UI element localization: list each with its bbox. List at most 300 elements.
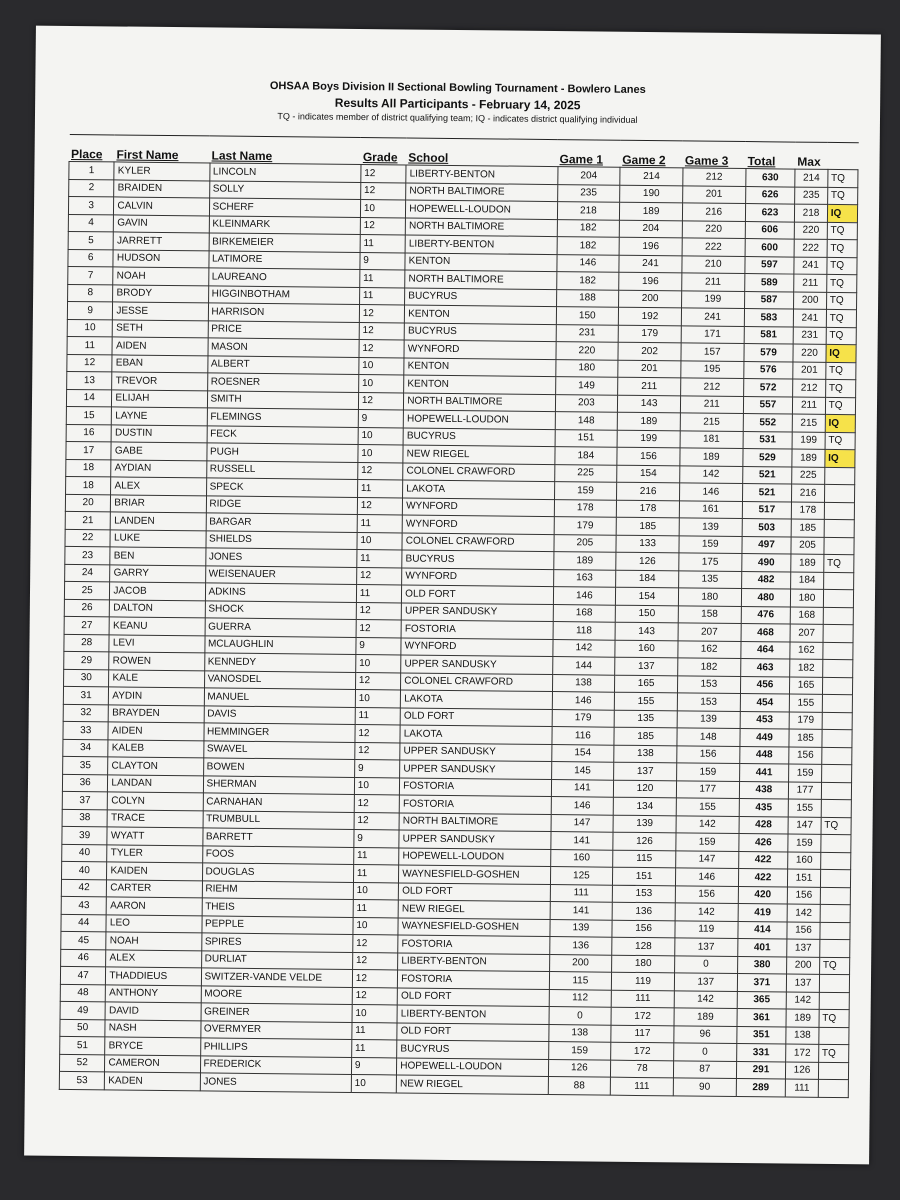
cell-school: COLONEL CRAWFORD: [401, 672, 552, 691]
cell-school: KENTON: [404, 375, 555, 394]
cell-first-name: GARRY: [110, 564, 205, 582]
cell-total: 517: [742, 501, 792, 519]
cell-game-3: 142: [680, 465, 743, 483]
cell-qualifier: IQ: [825, 414, 855, 432]
cell-max: 199: [792, 432, 825, 450]
cell-max: 156: [788, 887, 821, 905]
cell-total: 441: [739, 764, 789, 782]
cell-max: 142: [786, 992, 819, 1010]
cell-max: 222: [794, 239, 827, 257]
cell-first-name: LUKE: [110, 529, 205, 547]
cell-school: NORTH BALTIMORE: [405, 270, 556, 289]
cell-total: 589: [744, 274, 794, 292]
cell-total: 365: [737, 991, 787, 1009]
cell-game-3: 241: [681, 308, 744, 326]
cell-qualifier: TQ: [818, 1044, 848, 1062]
cell-total: 600: [745, 239, 795, 257]
cell-place: 4: [68, 214, 114, 232]
cell-total: 331: [736, 1043, 786, 1061]
cell-game-2: 153: [612, 885, 675, 903]
cell-game-1: 182: [557, 237, 620, 255]
cell-place: 26: [64, 599, 110, 617]
cell-last-name: WEISENAUER: [205, 565, 356, 584]
cell-school: FOSTORIA: [400, 777, 551, 796]
cell-game-1: 203: [555, 394, 618, 412]
cell-game-2: 179: [618, 325, 681, 343]
cell-grade: 10: [357, 532, 403, 550]
cell-total: 426: [738, 834, 788, 852]
cell-school: BUCYRUS: [405, 287, 556, 306]
cell-first-name: DUSTIN: [111, 424, 206, 442]
cell-first-name: BEN: [110, 547, 205, 565]
cell-first-name: NOAH: [113, 267, 208, 285]
cell-first-name: WYATT: [107, 827, 202, 845]
cell-game-2: 126: [616, 552, 679, 570]
cell-game-1: 205: [553, 534, 616, 552]
cell-last-name: BARGAR: [206, 513, 357, 532]
cell-total: 428: [739, 816, 789, 834]
cell-max: 218: [795, 204, 828, 222]
cell-max: 225: [792, 467, 825, 485]
cell-place: 36: [62, 774, 108, 792]
cell-game-2: 143: [618, 395, 681, 413]
cell-game-2: 185: [616, 517, 679, 535]
cell-max: 189: [786, 1009, 819, 1027]
cell-qualifier: TQ: [821, 817, 851, 835]
cell-place: 3: [68, 196, 114, 214]
cell-grade: 10: [353, 882, 399, 900]
cell-last-name: ADKINS: [205, 583, 356, 602]
cell-first-name: BRODY: [113, 284, 208, 302]
cell-school: UPPER SANDUSKY: [401, 655, 552, 674]
cell-game-2: 126: [613, 832, 676, 850]
cell-game-2: 111: [611, 990, 674, 1008]
cell-game-2: 117: [611, 1025, 674, 1043]
col-header-game-3: Game 3: [683, 141, 746, 169]
cell-school: BUCYRUS: [397, 1040, 548, 1059]
cell-game-1: 144: [552, 657, 615, 675]
cell-first-name: NASH: [105, 1019, 200, 1037]
cell-first-name: ANTHONY: [106, 984, 201, 1002]
cell-place: 39: [62, 826, 108, 844]
cell-qualifier: [822, 729, 852, 747]
cell-place: 14: [66, 389, 112, 407]
cell-game-3: 96: [674, 1025, 737, 1043]
cell-last-name: DURLIAT: [201, 950, 352, 969]
cell-game-2: 139: [613, 815, 676, 833]
cell-last-name: HIGGINBOTHAM: [208, 285, 359, 304]
cell-game-2: 189: [620, 202, 683, 220]
cell-first-name: KALEB: [108, 739, 203, 757]
cell-place: 49: [60, 1001, 106, 1019]
cell-game-2: 115: [613, 850, 676, 868]
cell-max: 159: [789, 764, 822, 782]
cell-game-3: 216: [682, 203, 745, 221]
cell-grade: 11: [360, 270, 406, 288]
cell-game-2: 137: [615, 657, 678, 675]
cell-max: 207: [790, 624, 823, 642]
cell-last-name: RIDGE: [206, 495, 357, 514]
cell-first-name: AYDIN: [109, 687, 204, 705]
cell-qualifier: TQ: [825, 432, 855, 450]
cell-max: 220: [795, 222, 828, 240]
cell-first-name: BRIAR: [111, 494, 206, 512]
cell-place: 21: [65, 511, 111, 529]
cell-first-name: LEVI: [109, 634, 204, 652]
cell-max: 235: [795, 187, 828, 205]
cell-last-name: SWAVEL: [203, 740, 354, 759]
cell-game-3: 139: [677, 710, 740, 728]
cell-school: WAYNESFIELD-GOSHEN: [399, 865, 550, 884]
cell-grade: 12: [359, 340, 405, 358]
cell-game-1: 168: [553, 604, 616, 622]
cell-total: 576: [743, 361, 793, 379]
cell-school: NORTH BALTIMORE: [405, 217, 556, 236]
cell-game-1: 0: [549, 1007, 612, 1025]
cell-game-2: 119: [612, 972, 675, 990]
cell-total: 531: [743, 431, 793, 449]
cell-total: 463: [740, 659, 790, 677]
cell-max: 182: [790, 659, 823, 677]
cell-place: 6: [68, 249, 114, 267]
cell-total: 623: [745, 204, 795, 222]
cell-grade: 9: [354, 759, 400, 777]
cell-qualifier: TQ: [827, 222, 857, 240]
cell-qualifier: TQ: [827, 239, 857, 257]
cell-school: COLONEL CRAWFORD: [403, 462, 554, 481]
cell-first-name: KAIDEN: [107, 862, 202, 880]
cell-game-3: 211: [680, 395, 743, 413]
cell-grade: 9: [356, 637, 402, 655]
cell-game-3: 0: [674, 955, 737, 973]
cell-game-2: 128: [612, 937, 675, 955]
cell-last-name: BOWEN: [203, 758, 354, 777]
cell-grade: 12: [352, 952, 398, 970]
cell-game-3: 177: [676, 780, 739, 798]
cell-school: NORTH BALTIMORE: [404, 392, 555, 411]
cell-school: WYNFORD: [402, 567, 553, 586]
cell-game-1: 88: [548, 1077, 611, 1095]
cell-total: 583: [744, 309, 794, 327]
cell-last-name: GUERRA: [205, 618, 356, 637]
cell-game-1: 118: [553, 622, 616, 640]
cell-game-3: 159: [676, 763, 739, 781]
cell-total: 476: [741, 606, 791, 624]
cell-school: LAKOTA: [400, 725, 551, 744]
cell-game-1: 112: [549, 989, 612, 1007]
cell-game-1: 141: [550, 902, 613, 920]
cell-school: LIBERTY-BENTON: [406, 165, 557, 184]
cell-grade: 10: [354, 777, 400, 795]
cell-total: 464: [740, 641, 790, 659]
cell-place: 35: [63, 756, 109, 774]
cell-place: 42: [61, 879, 107, 897]
cell-last-name: JONES: [205, 548, 356, 567]
cell-grade: 11: [355, 707, 401, 725]
cell-game-3: 158: [678, 605, 741, 623]
cell-game-3: 146: [675, 868, 738, 886]
cell-school: WYNFORD: [403, 497, 554, 516]
cell-place: 13: [67, 371, 113, 389]
cell-game-1: 146: [553, 587, 616, 605]
cell-place: 30: [64, 669, 110, 687]
cell-max: 205: [791, 537, 824, 555]
cell-last-name: PHILLIPS: [200, 1038, 351, 1057]
cell-school: HOPEWELL-LOUDON: [406, 200, 557, 219]
cell-grade: 12: [359, 305, 405, 323]
cell-last-name: FOOS: [202, 845, 353, 864]
cell-game-1: 179: [552, 709, 615, 727]
cell-last-name: BIRKEMEIER: [209, 233, 360, 252]
cell-place: 34: [63, 739, 109, 757]
cell-max: 184: [791, 572, 824, 590]
cell-grade: 9: [360, 252, 406, 270]
cell-game-2: 155: [615, 692, 678, 710]
cell-game-3: 142: [674, 990, 737, 1008]
cell-game-1: 179: [554, 517, 617, 535]
cell-game-2: 151: [613, 867, 676, 885]
cell-place: 47: [60, 966, 106, 984]
cell-grade: 12: [360, 182, 406, 200]
cell-game-1: 163: [553, 569, 616, 587]
cell-game-1: 147: [551, 814, 614, 832]
cell-school: NEW RIEGEL: [403, 445, 554, 464]
cell-first-name: LANDAN: [108, 774, 203, 792]
cell-max: 178: [792, 502, 825, 520]
cell-game-2: 135: [614, 710, 677, 728]
cell-total: 371: [737, 974, 787, 992]
cell-game-2: 78: [611, 1060, 674, 1078]
cell-game-3: 142: [676, 815, 739, 833]
cell-total: 557: [743, 396, 793, 414]
cell-last-name: FLEMINGS: [207, 408, 358, 427]
cell-total: 572: [743, 379, 793, 397]
cell-total: 351: [736, 1026, 786, 1044]
cell-qualifier: IQ: [827, 204, 857, 222]
cell-game-3: 159: [679, 535, 742, 553]
cell-game-2: 180: [612, 955, 675, 973]
cell-school: NORTH BALTIMORE: [399, 812, 550, 831]
cell-grade: 11: [352, 1022, 398, 1040]
cell-grade: 12: [359, 322, 405, 340]
cell-last-name: MCLAUGHLIN: [204, 635, 355, 654]
cell-max: 156: [787, 922, 820, 940]
cell-game-2: 111: [610, 1077, 673, 1095]
cell-first-name: CALVIN: [114, 197, 209, 215]
cell-game-2: 160: [615, 640, 678, 658]
cell-total: 422: [738, 851, 788, 869]
col-header-game-1: Game 1: [558, 140, 621, 168]
cell-max: 211: [794, 274, 827, 292]
cell-first-name: ALEX: [111, 477, 206, 495]
cell-last-name: PEPPLE: [201, 915, 352, 934]
cell-max: 142: [787, 904, 820, 922]
cell-game-3: 207: [678, 623, 741, 641]
cell-school: COLONEL CRAWFORD: [402, 532, 553, 551]
cell-school: OLD FORT: [399, 882, 550, 901]
cell-game-3: 148: [677, 728, 740, 746]
cell-grade: 12: [354, 812, 400, 830]
document-title: OHSAA Boys Division II Sectional Bowling Tournament - Bowlero Lanes: [269, 80, 646, 96]
cell-game-2: 138: [614, 745, 677, 763]
cell-first-name: AIDEN: [108, 722, 203, 740]
cell-last-name: RIEHM: [202, 880, 353, 899]
cell-grade: 12: [356, 619, 402, 637]
cell-school: KENTON: [405, 305, 556, 324]
cell-first-name: AARON: [107, 897, 202, 915]
cell-game-3: 182: [678, 658, 741, 676]
cell-qualifier: [821, 747, 851, 765]
cell-qualifier: TQ: [826, 274, 856, 292]
cell-qualifier: [818, 1079, 848, 1097]
cell-place: 24: [65, 564, 111, 582]
cell-total: 529: [742, 449, 792, 467]
cell-game-1: 146: [551, 797, 614, 815]
cell-game-3: 142: [675, 903, 738, 921]
cell-max: 137: [787, 939, 820, 957]
cell-grade: 11: [359, 287, 405, 305]
cell-max: 200: [794, 292, 827, 310]
cell-place: 2: [69, 179, 115, 197]
cell-place: 44: [61, 914, 107, 932]
cell-grade: 10: [358, 445, 404, 463]
cell-last-name: SCHERF: [209, 198, 360, 217]
cell-first-name: TREVOR: [112, 372, 207, 390]
cell-grade: 12: [355, 742, 401, 760]
col-header-last-name: Last Name: [210, 136, 362, 165]
cell-game-3: 157: [681, 343, 744, 361]
cell-game-2: 202: [618, 342, 681, 360]
cell-game-1: 150: [556, 307, 619, 325]
cell-qualifier: [821, 764, 851, 782]
cell-game-2: 214: [620, 167, 683, 185]
cell-place: 43: [61, 896, 107, 914]
cell-grade: 12: [352, 969, 398, 987]
cell-game-3: 199: [681, 290, 744, 308]
cell-last-name: KENNEDY: [204, 653, 355, 672]
cell-place: 37: [62, 791, 108, 809]
cell-qualifier: [820, 852, 850, 870]
cell-grade: 12: [355, 724, 401, 742]
cell-first-name: GABE: [111, 442, 206, 460]
cell-grade: 12: [356, 602, 402, 620]
cell-game-1: 189: [553, 552, 616, 570]
cell-first-name: GAVIN: [114, 214, 209, 232]
cell-game-1: 116: [551, 727, 614, 745]
cell-game-3: 90: [673, 1078, 736, 1096]
cell-game-2: 184: [616, 570, 679, 588]
cell-qualifier: [820, 887, 850, 905]
cell-place: 51: [60, 1036, 106, 1054]
cell-last-name: MOORE: [201, 985, 352, 1004]
cell-game-3: 222: [682, 238, 745, 256]
cell-first-name: DALTON: [110, 599, 205, 617]
cell-total: 581: [744, 326, 794, 344]
cell-place: 27: [64, 616, 110, 634]
cell-total: 480: [741, 589, 791, 607]
cell-max: 231: [793, 327, 826, 345]
cell-school: FOSTORIA: [401, 620, 552, 639]
cell-game-2: 216: [617, 482, 680, 500]
col-header-total: Total: [746, 142, 796, 170]
cell-max: 200: [787, 957, 820, 975]
cell-game-1: 225: [554, 464, 617, 482]
cell-place: 9: [67, 301, 113, 319]
cell-last-name: TRUMBULL: [203, 810, 354, 829]
cell-place: 40: [62, 844, 108, 862]
legend-note: TQ - indicates member of district qualifying team; IQ - indicates district qualifying individual: [277, 111, 638, 125]
cell-last-name: SHERMAN: [203, 775, 354, 794]
cell-max: 160: [788, 852, 821, 870]
col-header-grade: Grade: [361, 138, 407, 165]
cell-school: BUCYRUS: [403, 427, 554, 446]
cell-game-1: 149: [555, 377, 618, 395]
cell-school: LAKOTA: [401, 690, 552, 709]
cell-place: 8: [68, 284, 114, 302]
cell-game-3: 155: [676, 798, 739, 816]
cell-game-3: 139: [679, 518, 742, 536]
cell-game-2: 178: [617, 500, 680, 518]
cell-total: 503: [742, 519, 792, 537]
cell-qualifier: [823, 589, 853, 607]
cell-total: 453: [740, 711, 790, 729]
cell-last-name: ALBERT: [207, 355, 358, 374]
cell-game-3: 156: [677, 745, 740, 763]
cell-total: 420: [738, 886, 788, 904]
cell-game-1: 142: [552, 639, 615, 657]
cell-qualifier: [824, 467, 854, 485]
cell-qualifier: TQ: [826, 327, 856, 345]
cell-total: 630: [745, 169, 795, 187]
cell-grade: 10: [353, 917, 399, 935]
cell-max: 162: [790, 642, 823, 660]
cell-grade: 12: [353, 934, 399, 952]
cell-first-name: CAMERON: [105, 1054, 200, 1072]
cell-place: 16: [66, 424, 112, 442]
col-header-place: Place: [69, 134, 115, 161]
cell-qualifier: [822, 712, 852, 730]
cell-game-1: 178: [554, 499, 617, 517]
cell-total: 401: [737, 939, 787, 957]
cell-first-name: SETH: [113, 319, 208, 337]
cell-place: 23: [65, 546, 111, 564]
cell-max: 155: [790, 694, 823, 712]
results-body: [59, 161, 858, 1097]
cell-first-name: ROWEN: [109, 652, 204, 670]
cell-school: KENTON: [404, 357, 555, 376]
cell-game-1: 200: [549, 954, 612, 972]
cell-school: FOSTORIA: [398, 935, 549, 954]
cell-total: 438: [739, 781, 789, 799]
cell-place: 25: [64, 581, 110, 599]
cell-first-name: JACOB: [110, 582, 205, 600]
cell-qualifier: [820, 922, 850, 940]
cell-last-name: PUGH: [206, 443, 357, 462]
cell-game-3: 212: [680, 378, 743, 396]
cell-school: LIBERTY-BENTON: [397, 1005, 548, 1024]
cell-school: HOPEWELL-LOUDON: [403, 410, 554, 429]
cell-game-2: 136: [612, 902, 675, 920]
cell-last-name: FECK: [207, 425, 358, 444]
cell-game-1: 180: [555, 359, 618, 377]
cell-qualifier: IQ: [826, 344, 856, 362]
cell-game-1: 148: [555, 412, 618, 430]
cell-qualifier: TQ: [825, 379, 855, 397]
cell-game-3: 212: [683, 168, 746, 186]
cell-qualifier: TQ: [827, 169, 857, 187]
cell-grade: 10: [352, 1004, 398, 1022]
cell-grade: 11: [353, 847, 399, 865]
